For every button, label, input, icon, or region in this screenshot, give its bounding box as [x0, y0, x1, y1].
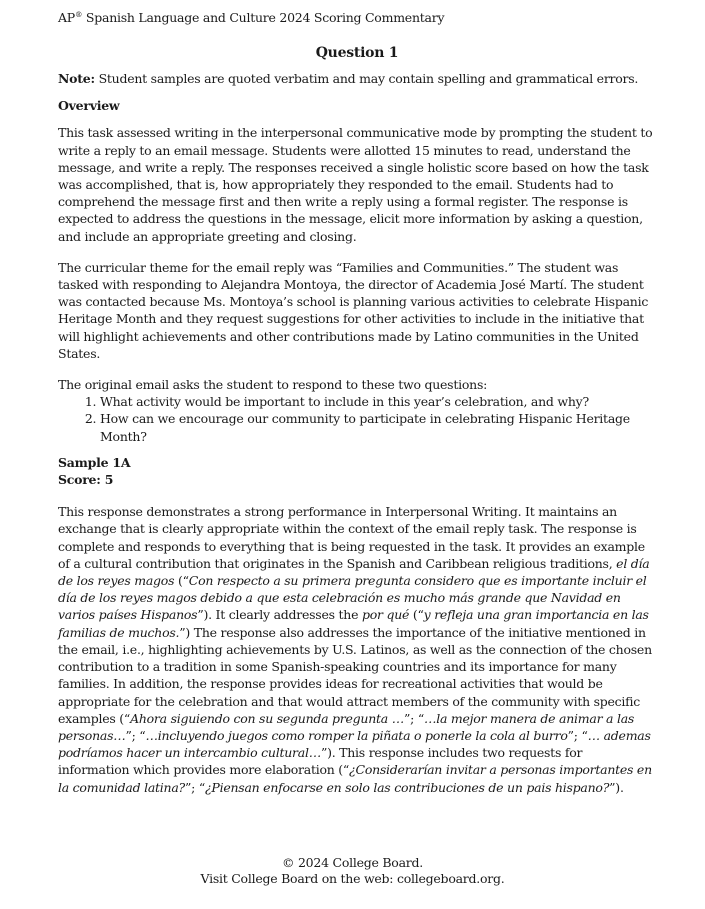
note-text: Student samples are quoted verbatim and may contain spelling and grammatical errors.: [94, 71, 639, 86]
header-prefix: AP: [58, 10, 75, 25]
commentary-text-segment: ”; “: [185, 779, 205, 795]
sample-label: Sample 1A: [58, 454, 131, 470]
italic-quote-segment: …la mejor manera de animar a las personas…: [58, 710, 635, 743]
question-item-1: 1. What activity would be important to include in this year’s celebration, and why?: [100, 393, 656, 410]
question-item-2: 2. How can we encourage our community to participate in celebrating Hispanic Heritage Month?: [100, 410, 656, 444]
italic-quote-segment: … ademas podríamos hacer un intercambio cultural…: [58, 727, 651, 761]
note-label: Note:: [58, 71, 95, 86]
italic-quote-segment: …incluyendo juegos como romper la piñata o ponerle la cola al burro: [145, 727, 568, 743]
commentary-text-segment: ”; “: [125, 727, 146, 743]
questions-intro: The original email asks the student to respond to these two questions:: [58, 377, 488, 393]
note-paragraph: [58, 70, 656, 87]
question-title: Question 1: [315, 45, 399, 61]
italic-quote-segment: por qué: [361, 607, 410, 623]
commentary-text-segment: (“: [174, 573, 189, 589]
overview-paragraph-1: This task assessed writing in the interpersonal communicative mode by prompting the student to write a reply to an email message. Students were allotted 15 minutes to read, understand the message, and write a reply. The responses received a single holistic score based on how the task was accomplished, that is, how appropriately they responded to the email. Students had to comprehend the message first and then write a reply using a formal register. The response is expected to address the questions in the message, elicit more information by asking a question, and include an appropriate greeting and closing.: [58, 125, 653, 244]
italic-quote-segment: Ahora siguiendo con su segunda pregunta …: [130, 710, 404, 726]
commentary-text-segment: This response demonstrates a strong performance in Interpersonal Writing. It maintains an exchange that is clearly appropriate within the context of the email reply task. The response is complete and responds to everything that is being requested in the task. It provides an example of a cultural contribution that originates in the Spanish and Caribbean religious traditions,: [58, 504, 645, 571]
commentary-text-segment: ”).: [609, 779, 624, 795]
commentary-text-segment: ”; “: [567, 727, 588, 743]
commentary-text-segment: ”) The response also addresses the importance of the initiative mentioned in the email, i.e., highlighting achievements by U.S. Latinos, as well as the connection of the chosen contribution to a tradition in some Spanish-speaking countries and its importance for many families. In addition, the response provides ideas for recreational activities that would be appropriate for the celebration and that would attract members of the community with specific examples (“: [58, 624, 652, 726]
registered-mark: ®: [74, 10, 83, 19]
italic-quote-segment: Con respecto a su primera pregunta considero que es importante incluir el día de los reyes magos debido a que esta celebración es mucho más grande que Navidad en varios países Hispanos: [58, 573, 647, 623]
commentary-text-segment: (“: [409, 607, 424, 623]
sample-heading: [58, 454, 656, 488]
italic-quote-segment: ¿Piensan enfocarse en solo las contribuciones de un pais hispano?: [204, 779, 610, 795]
page-footer: [0, 855, 705, 887]
running-header: [58, 7, 444, 26]
italic-quote-segment: ¿Considerarían invitar a personas importantes en la comunidad latina?: [58, 762, 652, 795]
italic-quote-segment: el día de los reyes magos: [58, 555, 650, 589]
footer-website: Visit College Board on the web: collegeboard.org.: [200, 871, 505, 886]
sample-commentary: [58, 503, 656, 795]
commentary-text-segment: ”). This response includes two requests for information which provides more elaboration (“: [58, 745, 583, 778]
overview-paragraph-2: The curricular theme for the email reply was “Families and Communities.” The student was tasked with responding to Alejandra Montoya, the director of Academia José Martí. The student was contacted because Ms. Montoya’s school is planning various activities to celebrate Hispanic Heritage Month and they request suggestions for other activities to include in the initiative that will highlight achievements and other contributions made by Latino communities in the United States.: [58, 259, 649, 361]
commentary-text-segment: ”). It clearly addresses the: [197, 607, 362, 623]
italic-quote-segment: y refleja una gran importancia en las familias de muchos.: [58, 607, 649, 640]
commentary-text-segment: ”; “: [404, 710, 424, 726]
header-title: Spanish Language and Culture 2024 Scoring Commentary: [82, 10, 445, 25]
main-content: [58, 44, 656, 810]
sample-score: Score: 5: [58, 472, 114, 488]
questions-list: [58, 393, 656, 445]
footer-copyright: © 2024 College Board.: [282, 855, 423, 870]
overview-heading: Overview: [58, 98, 120, 114]
